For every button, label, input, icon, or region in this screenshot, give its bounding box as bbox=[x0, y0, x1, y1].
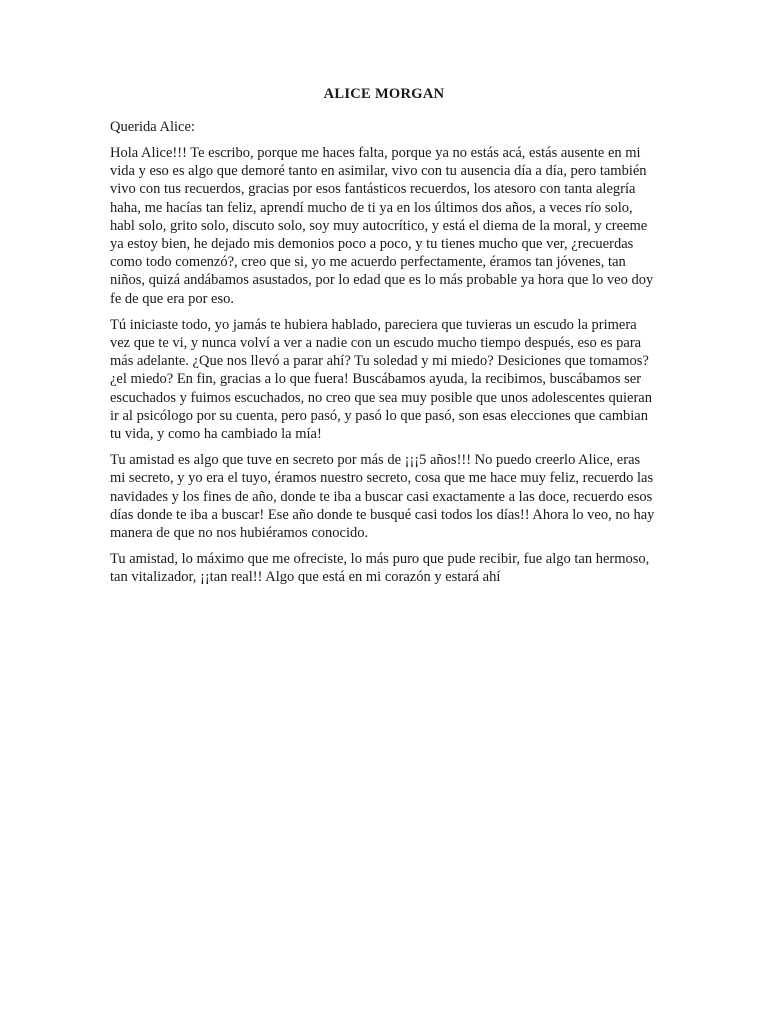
salutation: Querida Alice: bbox=[110, 119, 195, 135]
document-page bbox=[110, 84, 658, 595]
paragraph-3: Tu amistad es algo que tuve en secreto por más de ¡¡¡5 años!!! No puedo creerlo Alice, eras mi secreto, y yo era el tuyo, éramos nuestro secreto, cosa que me hace muy feliz, recuerdo las navidades y los fines de año, donde te iba a buscar casi exactamente a las doce, recuerdo esos días donde te iba a buscar! Ese año donde te busqué casi todos los días!! Ahora lo veo, no hay manera de que no nos hubiéramos conocido. bbox=[110, 452, 655, 542]
paragraph-4: Tu amistad, lo máximo que me ofreciste, lo más puro que pude recibir, fue algo tan hermoso, tan vitalizador, ¡¡tan real!! Algo que está en mi corazón y estará ahí bbox=[110, 551, 650, 586]
paragraph-2: Tú iniciaste todo, yo jamás te hubiera hablado, pareciera que tuvieras un escudo la primera vez que te vi, y nunca volví a ver a nadie con un escudo mucho tiempo después, eso es para más adelante. ¿Que nos llevó a parar ahí? Tu soledad y mi miedo? Desiciones que tomamos? ¿el miedo? En fin, gracias a lo que fuera! Buscábamos ayuda, la recibimos, buscábamos ser escuchados y fuimos escuchados, no creo que sea muy posible que unos adolescentes quieran ir al psicólogo por su cuenta, pero pasó, y pasó lo que pasó, son esas elecciones que cambian tu vida, y como ha cambiado la mía! bbox=[110, 316, 652, 443]
document-title: ALICE MORGAN bbox=[323, 86, 445, 102]
paragraph-1: Hola Alice!!! Te escribo, porque me haces falta, porque ya no estás acá, estás ausente en mi vida y eso es algo que demoré tanto en asimilar, vivo con tu ausencia día a día, pero también vivo con tus recuerdos, gracias por esos fantásticos recuerdos, los atesoro con tanta alegría haha, me hacías tan feliz, aprendí mucho de ti ya en los últimos dos años, a veces río solo, habl solo, grito solo, discuto solo, soy muy autocrítico, y está el diema de la moral, y creeme ya estoy bien, he dejado mis demonios poco a poco, y tu tienes mucho que ver, ¿recuerdas como todo comenzó?, creo que si, yo me acuerdo perfectamente, éramos tan jóvenes, tan niños, quizá andábamos asustados, por lo edad que es lo más probable ya hora que lo veo doy fe de que era por eso. bbox=[110, 145, 654, 307]
